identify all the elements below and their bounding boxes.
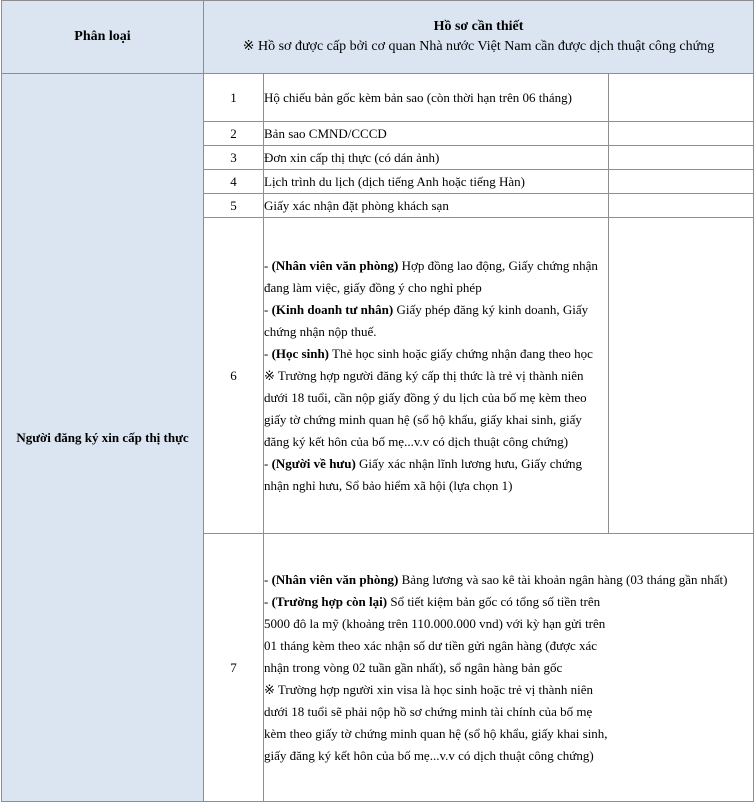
minor-note: ※ Trường hợp người đăng ký cấp thị thức là trẻ vị thành niên dưới 18 tuổi, cần nộp giấy đồng ý du lịch của bố mẹ kèm theo giấy tờ chứng minh quan hệ (sổ hộ khẩu, giấy khai sinh, giấy đăng ký kết hôn của bố mẹ...v.v có dịch thuật công chứng) [264,367,587,449]
row-text: Bản sao CMND/CCCD [264,122,609,146]
empty-cell [609,170,754,194]
row-text: Lịch trình du lịch (dịch tiếng Anh hoặc tiếng Hàn) [264,170,609,194]
student-label: (Học sinh) [271,345,330,361]
student-text: Thẻ học sinh hoặc giấy chứng nhận đang theo học [332,345,593,361]
row-number: 5 [204,194,264,218]
other-case-label: (Trường hợp còn lại) [271,593,388,609]
office-worker-label: (Nhân viên văn phòng) [271,571,399,587]
empty-cell [609,146,754,170]
applicant-category: Người đăng ký xin cấp thị thực [2,74,204,802]
retired-text: Giấy xác nhận lĩnh lương hưu, Giấy chứng nhận nghỉ hưu, Sổ bảo hiểm xã hội (lựa chọn 1) [264,455,583,493]
row-number: 6 [204,218,264,534]
row-text [264,218,609,534]
empty-cell [609,122,754,146]
row-number: 1 [204,74,264,122]
other-case-text: Sổ tiết kiệm bản gốc có tổng số tiền trên 5000 đô la mỹ (khoảng trên 110.000.000 vnd) với kỳ hạn gửi trên 01 tháng kèm theo xác nhận số dư tiền gửi ngân hàng (được xác nhận trong vòng 02 tuần gần nhất), sổ ngân hàng bản gốc [264,593,606,675]
row-number: 7 [204,534,264,802]
row-number: 2 [204,122,264,146]
row-number: 3 [204,146,264,170]
required-docs-header [204,1,754,74]
office-worker-text: Bảng lương và sao kê tài khoản ngân hàng (03 tháng gần nhất) [401,571,728,587]
retired-item: - (Người về hưu) Giấy xác nhận lĩnh lương hưu, Giấy chứng nhận nghỉ hưu, Sổ bảo hiểm xã hội (lựa chọn 1) [264,455,583,493]
row-text: Đơn xin cấp thị thực (có dán ảnh) [264,146,609,170]
table-row [2,74,754,122]
office-worker-item: - (Nhân viên văn phòng) Hợp đồng lao động, Giấy chứng nhận đang làm việc, giấy đồng ý cho nghỉ phép [264,257,598,295]
category-header: Phân loại [2,1,204,74]
office-worker-item: - (Nhân viên văn phòng) Bảng lương và sao kê tài khoản ngân hàng (03 tháng gần nhất) [264,571,728,587]
business-owner-text: Giấy phép đăng ký kinh doanh, Giấy chứng nhận nộp thuế. [264,301,589,339]
row-text [264,534,754,802]
header-row [2,1,754,74]
row-number: 4 [204,170,264,194]
empty-cell [609,218,754,534]
empty-cell [609,194,754,218]
row-text: Hộ chiếu bản gốc kèm bản sao (còn thời hạn trên 06 tháng) [264,74,609,122]
visa-requirements-table [1,0,754,802]
student-item: - (Học sinh) Thẻ học sinh hoặc giấy chứng nhận đang theo học [264,345,593,361]
business-owner-label: (Kinh doanh tư nhân) [271,301,394,317]
empty-cell [609,74,754,122]
office-worker-label: (Nhân viên văn phòng) [271,257,399,273]
row-text: Giấy xác nhận đặt phòng khách sạn [264,194,609,218]
required-docs-title: Hồ sơ cần thiết [433,19,524,34]
other-case-item: - (Trường hợp còn lại) Sổ tiết kiệm bản gốc có tổng số tiền trên 5000 đô la mỹ (khoảng trên 110.000.000 vnd) với kỳ hạn gửi trên 01 tháng kèm theo xác nhận số dư tiền gửi ngân hàng (được xác nhận trong vòng 02 tuần gần nhất), sổ ngân hàng bản gốc [264,593,606,675]
minor-note: ※ Trường hợp người xin visa là học sinh hoặc trẻ vị thành niên dưới 18 tuổi sẽ phải nộp hồ sơ chứng minh tài chính của bố mẹ kèm theo giấy tờ chứng minh quan hệ (sổ hộ khẩu, giấy khai sinh, giấy đăng ký kết hôn của bố mẹ...v.v có dịch thuật công chứng) [264,681,608,763]
office-worker-text: Hợp đồng lao động, Giấy chứng nhận đang làm việc, giấy đồng ý cho nghỉ phép [264,257,598,295]
business-owner-item: - (Kinh doanh tư nhân) Giấy phép đăng ký kinh doanh, Giấy chứng nhận nộp thuế. [264,301,589,339]
retired-label: (Người về hưu) [271,455,356,471]
required-docs-note: ※ Hồ sơ được cấp bởi cơ quan Nhà nước Việt Nam cần được dịch thuật công chứng [242,39,715,54]
